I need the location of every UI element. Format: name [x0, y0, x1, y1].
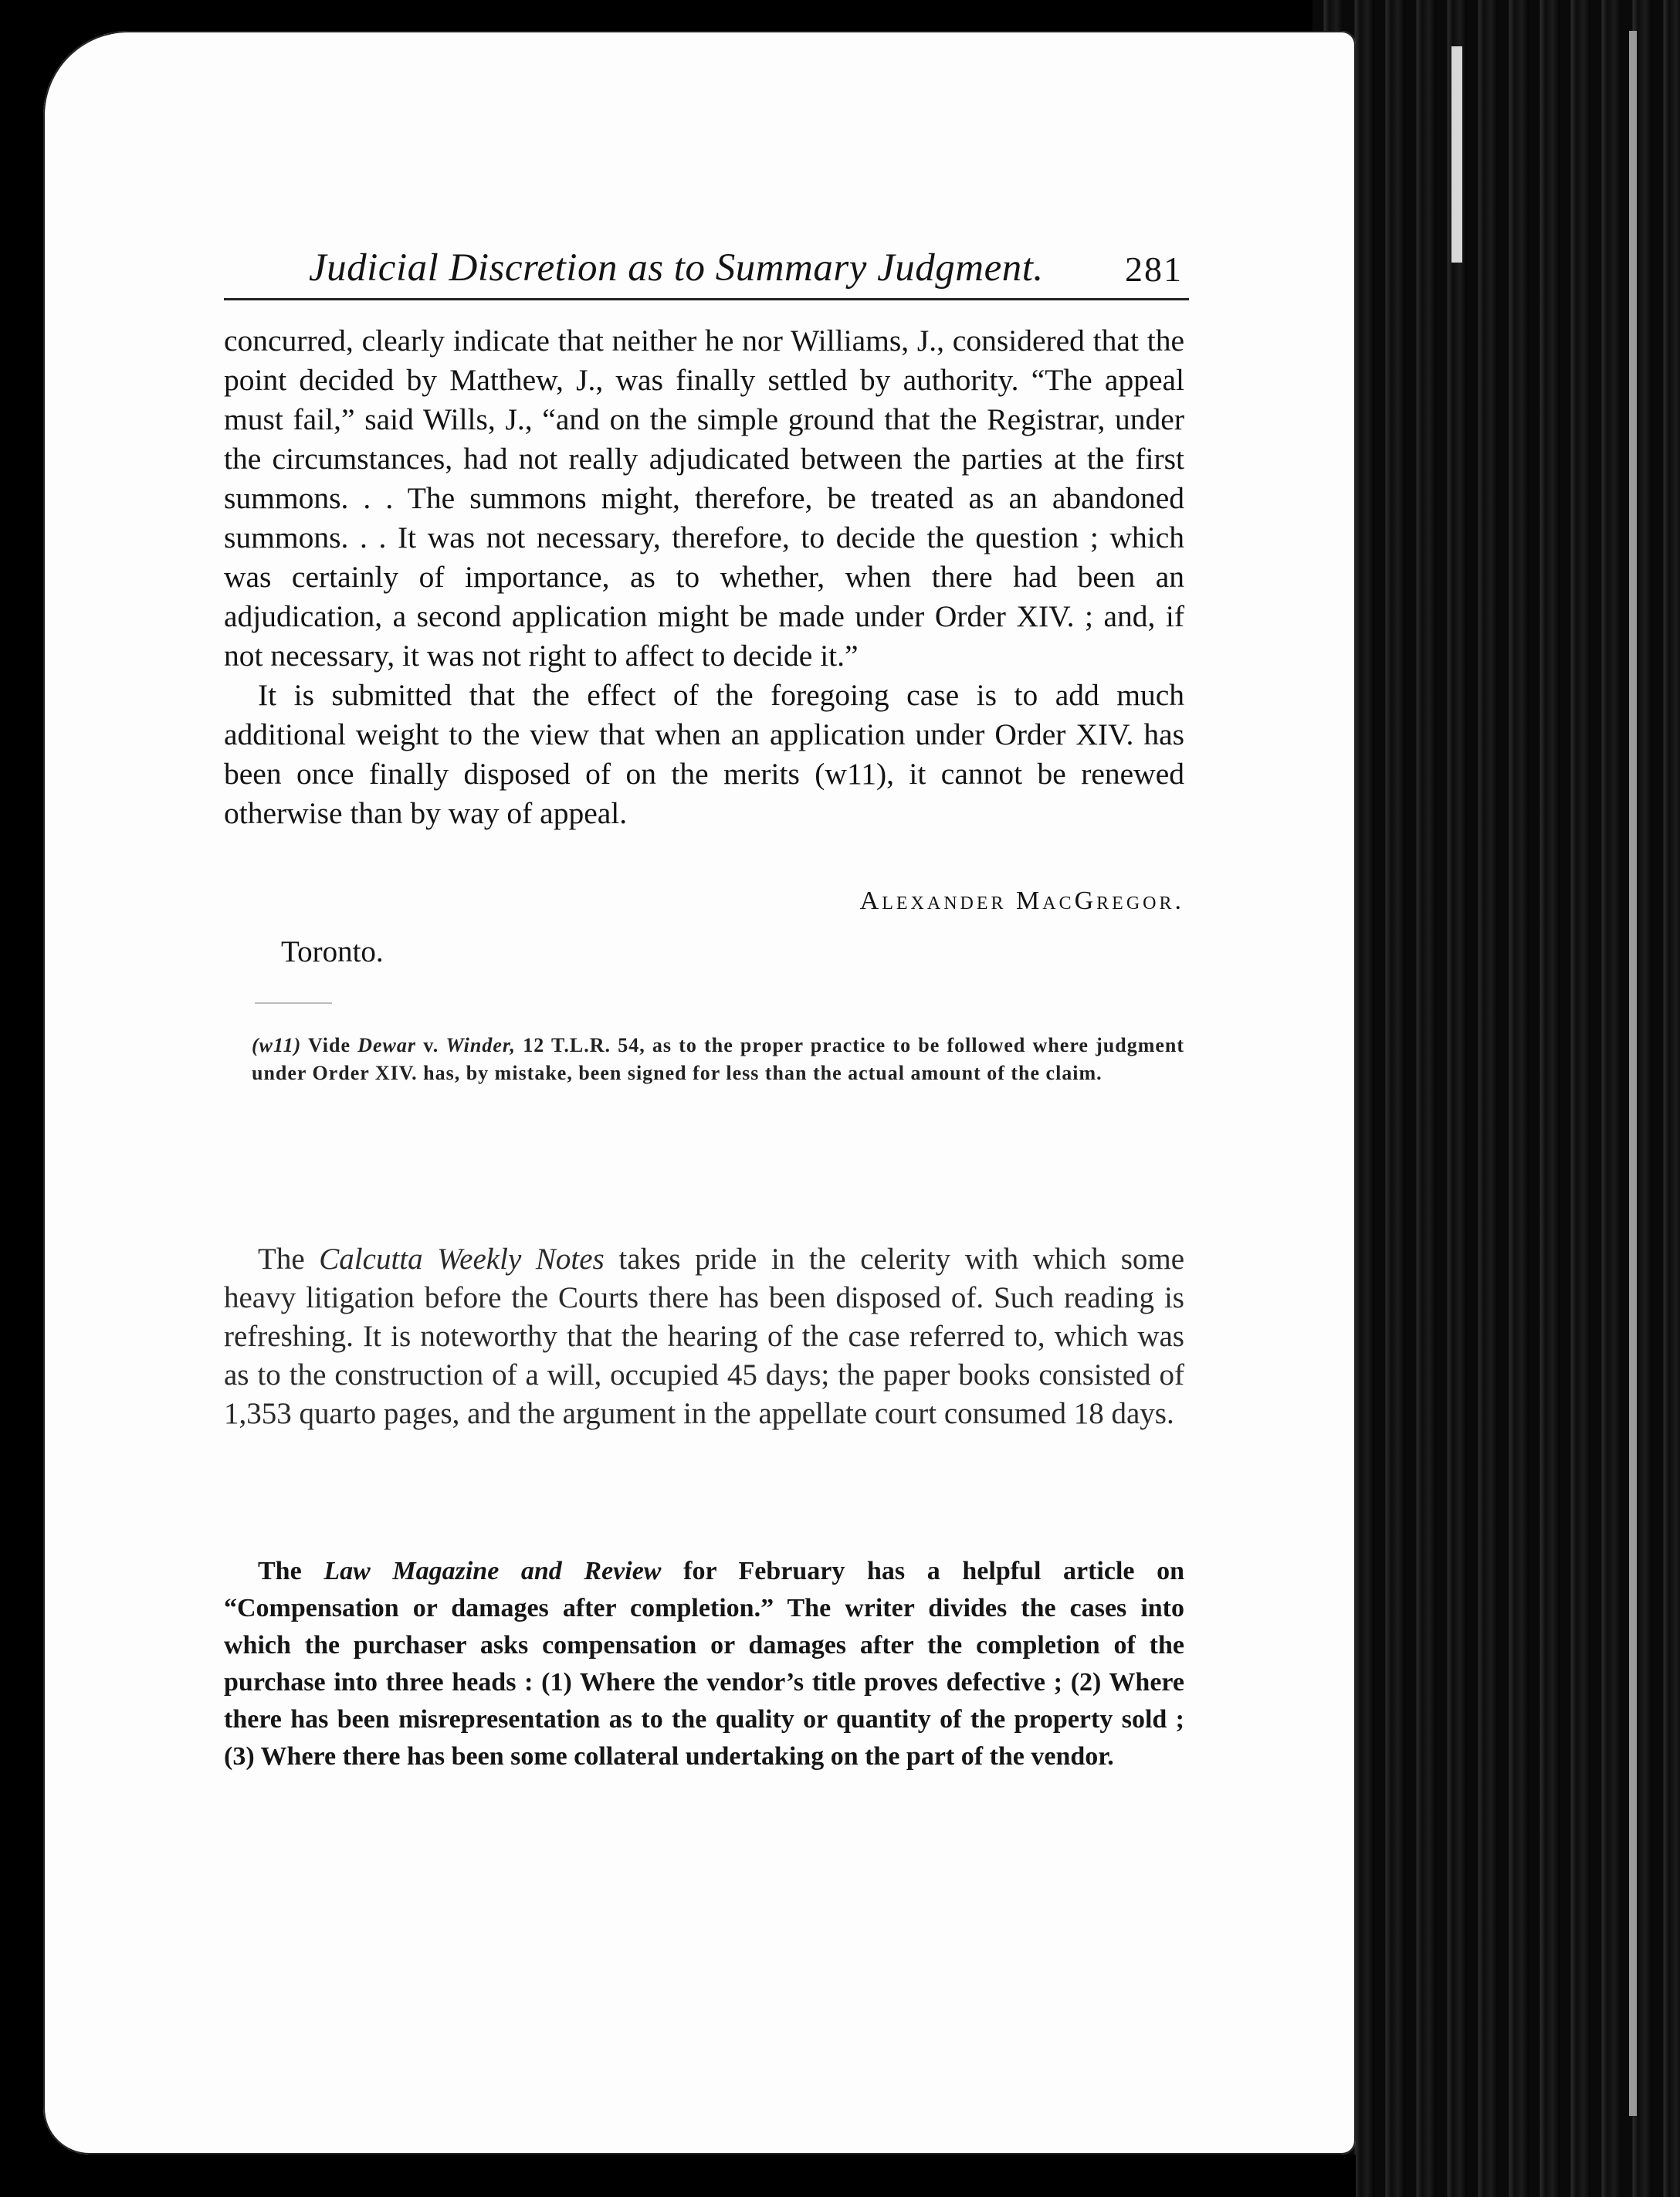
- divider: [255, 1002, 332, 1004]
- scan-stripe: [1629, 31, 1637, 2116]
- footnote-case-name: Winder,: [445, 1034, 517, 1056]
- footnote-text: 12 T.L.R. 54, as to the proper practice to be followed where judgment under Order XIV. has, by mistake, been signed for less than the actual amount of the claim.: [252, 1034, 1185, 1084]
- running-head-title: Judicial Discretion as to Summary Judgment.: [309, 246, 1044, 290]
- author-signature: Alexander MacGregor.: [859, 887, 1184, 915]
- editorial-note: [224, 1553, 1184, 1775]
- scan-background: [1312, 0, 1680, 2197]
- article-body: [224, 321, 1184, 833]
- book-page: [43, 31, 1356, 2155]
- footnote-text: Vide: [307, 1034, 351, 1056]
- note-lead: The: [258, 1243, 305, 1276]
- note-text: takes pride in the celerity with which some heavy litigation before the Courts there has been disposed of. Such reading is refreshing. It is noteworthy that the hearing of the case referred to, which was as to the construction of a will, occupied 45 days; the paper books consisted of 1,353 quarto pages, and the argument in the appellate court consumed 18 days.: [224, 1243, 1185, 1430]
- body-paragraph: concurred, clearly indicate that neither he nor Williams, J., considered that the point decided by Matthew, J., was finally settled by authority. “The appeal must fail,” said Wills, J., “and on the simple ground that the Registrar, under the circumstances, had not really adjudicated between the parties at the first summons. . . The summons might, therefore, be treated as an abandoned summons. . . It was not necessary, therefore, to decide the question ; which was certainly of importance, as to whether, when there had been an adjudication, a second application might be made under Order XIV. ; and, if not necessary, it was not right to affect to decide it.”: [224, 324, 1184, 673]
- footnote: [224, 1032, 1184, 1087]
- body-paragraph: It is submitted that the effect of the foregoing case is to add much additional weight to the view that when an application under Order XIV. has been once finally disposed of on the merits (w11), it cannot be renewed otherwise than by way of appeal.: [224, 678, 1184, 830]
- page-number: 281: [1125, 249, 1183, 289]
- note-lead: The: [258, 1557, 302, 1585]
- note-text: for February has a helpful article on “Compensation or damages after completion.” The writer divides the cases into which the purchaser asks compensation or damages after the completion of the purchase into three heads : (1) Where the vendor’s title proves defective ; (2) Where there has been misrepresentation as to the quality or quantity of the property sold ; (3) Where there has been some collateral undertaking on the part of the vendor.: [224, 1557, 1185, 1771]
- author-place: Toronto.: [281, 935, 384, 968]
- running-head: [224, 238, 1189, 300]
- publication-title: Calcutta Weekly Notes: [319, 1243, 605, 1276]
- scan-stripe: [1451, 46, 1462, 263]
- footnote-case-name: Dewar: [357, 1034, 416, 1056]
- scan-bottom-edge: [43, 2155, 1356, 2197]
- editorial-note: [224, 1240, 1184, 1433]
- footnote-marker: (w11): [252, 1034, 302, 1056]
- footnote-text: v.: [423, 1034, 439, 1056]
- header-rule: [224, 298, 1189, 300]
- publication-title: Law Magazine and Review: [323, 1557, 662, 1585]
